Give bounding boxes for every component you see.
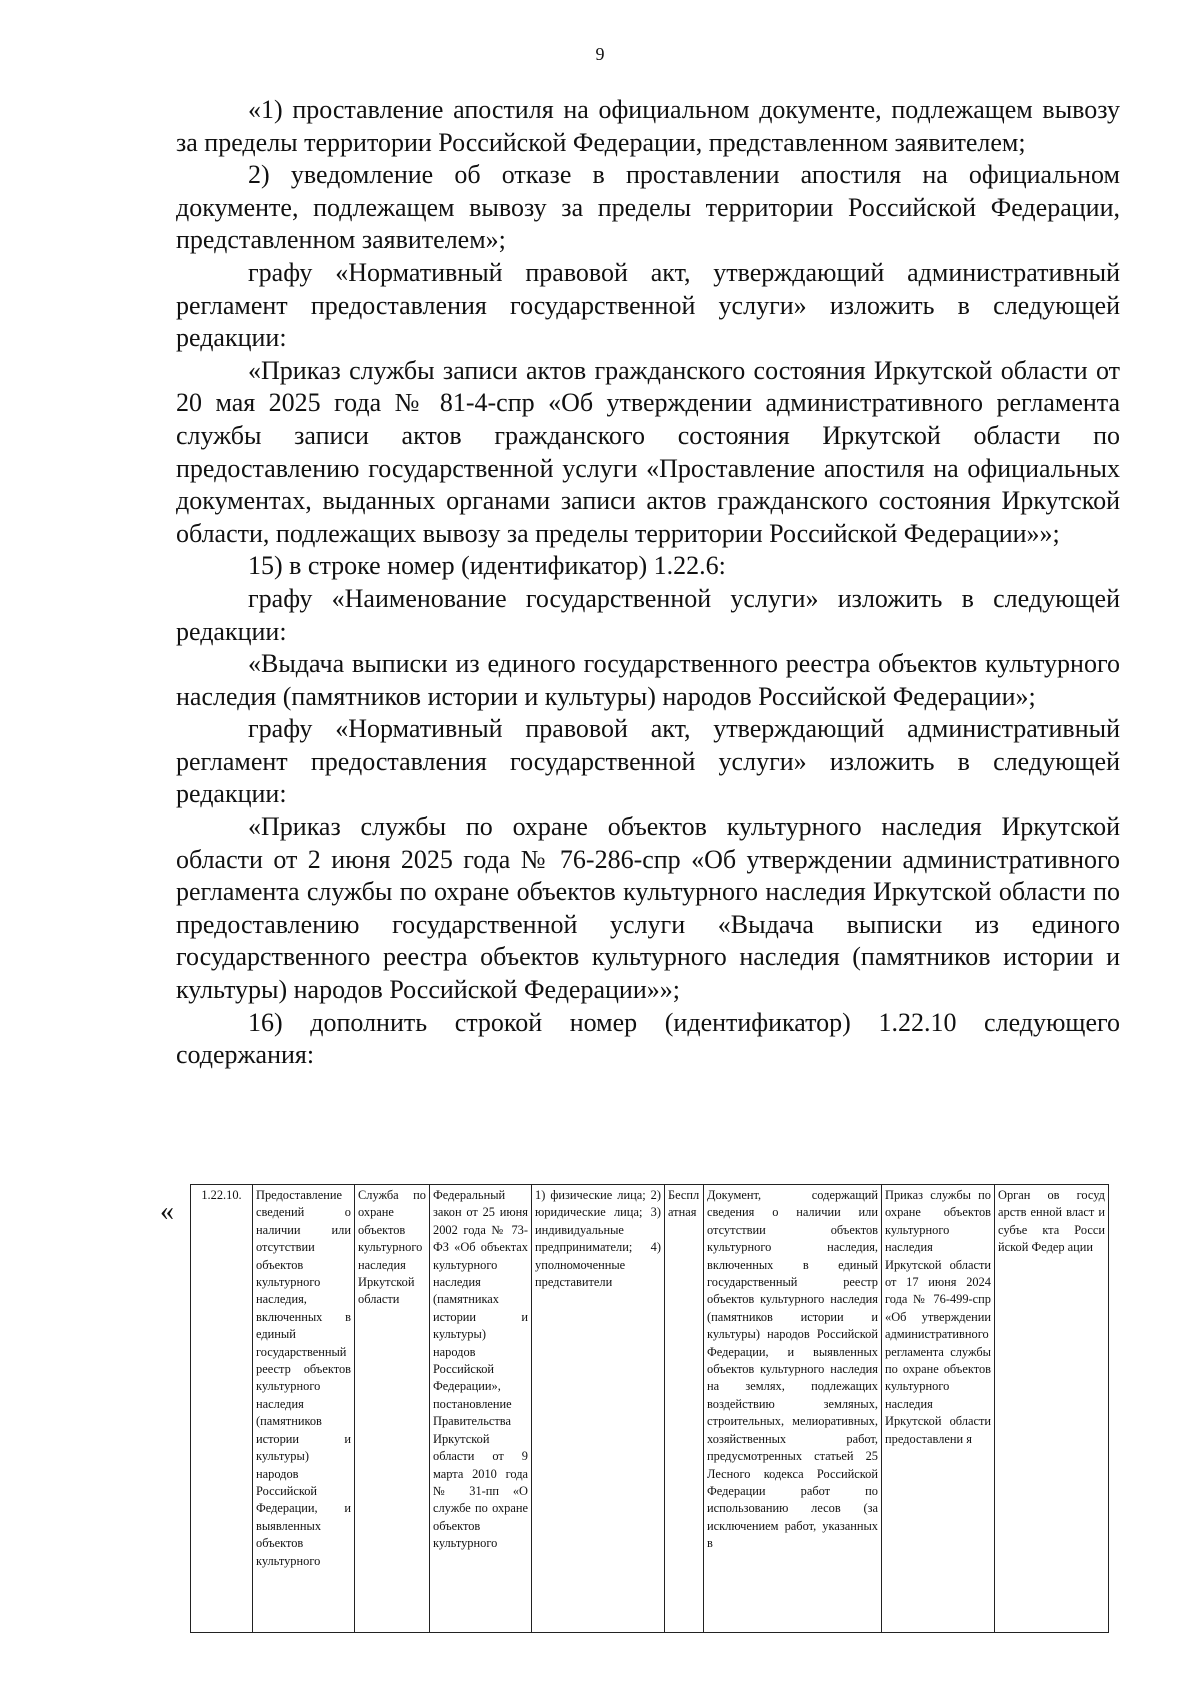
cell-authority: Орган ов госуд арств енной власт и субъе кта Росси йской Федер ации	[995, 1185, 1109, 1633]
paragraph-heritage-order: «Приказ службы по охране объектов культурного наследия Иркутской области от 2 июня 2025 года № 76-286-спр «Об утверждении административного регламента службы по охране объектов культурного наследия Иркутской области по предоставлению государственной услуги «Выдача выписки из единого государственного реестра объектов культурного наследия (памятников истории и культуры) народов Российской Федерации»»;	[176, 812, 1120, 1005]
paragraph-service-name: «Выдача выписки из единого государственного реестра объектов культурного наследия (памятников истории и культуры) народов Российской Федерации»;	[176, 649, 1120, 711]
cell-result: Документ, содержащий сведения о наличии или отсутствии объектов культурного наследия, включенных в единый государственный реестр объектов культурного наследия (памятников истории и культуры) народов Российской Федерации, и выявленных объектов культурного наследия на землях, подлежащих воздействию земляных, строительных, мелиоративных, хозяйственных работ, предусмотренных статьей 25 Лесного кодекса Российской Федерации работ по использованию лесов (за исключением работ, указанных в	[704, 1185, 882, 1633]
cell-regulation: Приказ службы по охране объектов культурного наследия Иркутской области от 17 июня 2024 года № 76-499-спр «Об утверждении административного регламента службы по охране объектов культурного наследия Иркутской области предоставлени я	[882, 1185, 995, 1633]
paragraph-item-16: 16) дополнить строкой номер (идентификатор) 1.22.10 следующего содержания:	[176, 1007, 1120, 1070]
paragraph-column-instruction-2: графу «Нормативный правовой акт, утверждающий административный регламент предоставления государственной услуги» изложить в следующей редакции:	[176, 714, 1120, 809]
paragraph-item-15: 15) в строке номер (идентификатор) 1.22.6:	[248, 551, 726, 581]
cell-fee: Бесплатная	[665, 1185, 704, 1633]
document-body	[176, 94, 1120, 1072]
service-table	[190, 1184, 1109, 1633]
paragraph-refusal-notice: 2) уведомление об отказе в проставлении апостиля на официальном документе, подлежащем вывозу за пределы территории Российской Федерации, представленном заявителем»;	[176, 160, 1120, 255]
cell-applicants: 1) физические лица; 2) юридические лица; 3) индивидуальные предприниматели; 4) уполномоченные представители	[532, 1185, 665, 1633]
table-row	[191, 1185, 1109, 1633]
paragraph-column-instruction: графу «Нормативный правовой акт, утверждающий административный регламент предоставления государственной услуги» изложить в следующей редакции:	[176, 257, 1120, 353]
paragraph-apostille-result: «1) проставление апостиля на официальном документе, подлежащем вывозу за пределы территории Российской Федерации, представленном заявителем;	[176, 95, 1120, 157]
table-opening-quote: «	[160, 1196, 174, 1227]
cell-identifier: 1.22.10.	[191, 1185, 253, 1633]
paragraph-name-column-instruction: графу «Наименование государственной услуги» изложить в следующей редакции:	[176, 583, 1120, 646]
paragraph-zags-order: «Приказ службы записи актов гражданского состояния Иркутской области от 20 мая 2025 года № 81-4-спр «Об утверждении административного регламента службы записи актов гражданского состояния Иркутской области по предоставлению государственной услуги «Проставление апостиля на официальных документах, выданных органами записи актов гражданского состояния Иркутской области, подлежащих вывозу за пределы территории Российской Федерации»»;	[176, 355, 1120, 548]
page-number: 9	[595, 44, 605, 64]
cell-service-name: Предоставление сведений о наличии или отсутствии объектов культурного наследия, включенных в единый государственный реестр объектов культурного наследия (памятников истории и культуры) народов Российской Федерации, и выявленных объектов культурного	[253, 1185, 355, 1633]
cell-agency: Служба по охране объектов культурного наследия Иркутской области	[355, 1185, 430, 1633]
cell-legal-basis: Федеральный закон от 25 июня 2002 года № 73-ФЗ «Об объектах культурного наследия (памятниках истории и культуры) народов Российской Федерации», постановление Правительства Иркутской области от 9 марта 2010 года № 31-пп «О службе по охране объектов культурного	[430, 1185, 532, 1633]
